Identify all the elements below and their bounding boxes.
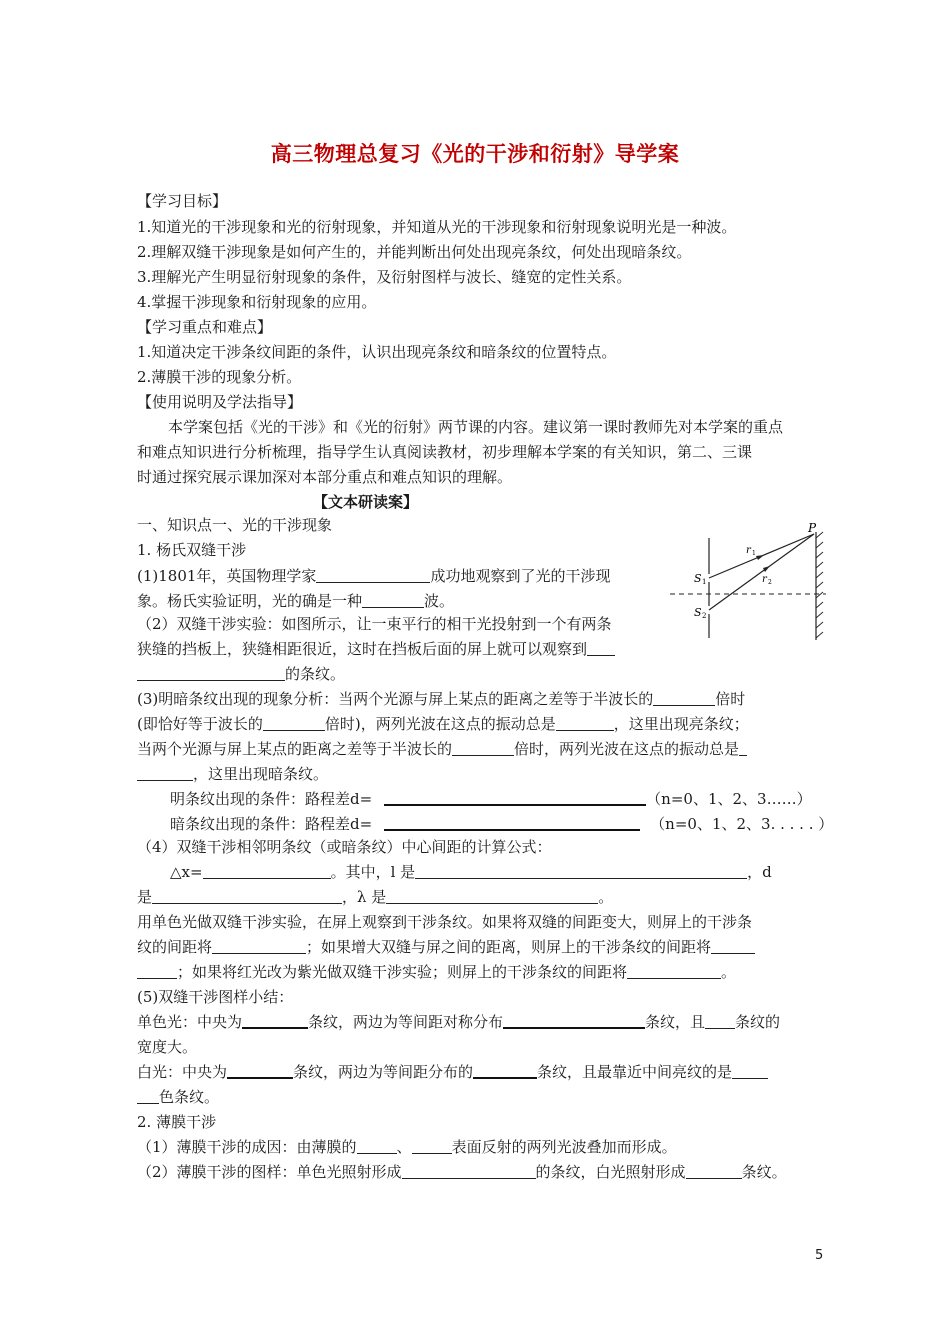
text-line: [137, 1061, 768, 1083]
text: 象。杨氏实验证明，光的确是一种: [137, 592, 363, 610]
text: 倍时，两列光波在这点的振动总是: [514, 740, 740, 758]
text: 。: [721, 963, 737, 981]
text: 条纹，两边为等间距分布的: [293, 1063, 474, 1081]
blank[interactable]: [137, 963, 177, 979]
label-s1-sub: 1: [702, 578, 707, 586]
arrow-r2: [763, 566, 770, 572]
text: (即恰好等于波长的: [137, 715, 263, 733]
text-line: [137, 1161, 787, 1183]
text: （n=0、1、2、3……）: [646, 790, 812, 808]
blank[interactable]: [732, 1063, 768, 1079]
blank[interactable]: [152, 888, 342, 904]
blank[interactable]: [137, 1088, 159, 1104]
text: 倍时: [715, 690, 746, 708]
text: 条纹。: [741, 1163, 787, 1181]
text: 是: [137, 888, 153, 906]
text: 明条纹出现的条件：路程差d=: [170, 790, 373, 808]
text: （2）薄膜干涉的图样：单色光照射形成: [137, 1163, 402, 1181]
blank[interactable]: [227, 1062, 293, 1079]
focus-item: 2.薄膜干涉的现象分析。: [137, 368, 302, 386]
blank[interactable]: [137, 765, 193, 781]
text: (3)明暗条纹出现的现象分析：当两个光源与屏上某点的距离之差等于半波长的: [137, 690, 654, 708]
arrow-r1: [756, 555, 764, 560]
label-s2-sub: 2: [702, 612, 707, 620]
label-s1: S: [694, 572, 702, 585]
label-p: P: [808, 521, 817, 535]
text-line: [137, 738, 747, 760]
text-line: [137, 663, 345, 685]
text: (1)1801年，英国物理学家: [137, 567, 317, 585]
blank[interactable]: [203, 863, 331, 879]
text-line: [170, 861, 772, 883]
text: （n=0、1、2、3. . . . . ）: [650, 815, 834, 833]
blank[interactable]: [263, 715, 325, 731]
text-line: [137, 688, 745, 710]
blank[interactable]: [316, 567, 430, 583]
focus-item: 1.知道决定干涉条纹间距的条件，认识出现亮条纹和暗条纹的位置特点。: [137, 343, 617, 361]
page-number: 5: [815, 1248, 824, 1263]
goals-header: 【学习目标】: [137, 192, 228, 210]
double-slit-diagram: [668, 520, 828, 642]
bright-condition: [170, 788, 812, 810]
page-title: 高三物理总复习《光的干涉和衍射》导学案: [270, 141, 680, 166]
text-line: [137, 763, 328, 785]
blank[interactable]: [384, 814, 640, 831]
text: ，这里出现暗条纹。: [193, 765, 329, 783]
goal-item: 2.理解双缝干涉现象是如何产生的，并能判断出何处出现亮条纹，何处出现暗条纹。: [137, 243, 692, 261]
text: 成功地观察到了光的干涉现: [430, 567, 611, 585]
text-line: [137, 1136, 677, 1158]
blank[interactable]: [386, 888, 598, 904]
text-line: [137, 565, 610, 587]
blank[interactable]: [412, 1138, 452, 1154]
study-header: 【文本研读案】: [313, 493, 419, 511]
subsection-heading: 1. 杨氏双缝干涉: [137, 541, 247, 559]
text-line: [137, 590, 454, 612]
text-line: [137, 936, 755, 958]
blank[interactable]: [503, 1012, 645, 1029]
label-r2: r: [762, 574, 767, 585]
blank[interactable]: [212, 938, 306, 954]
guide-header: 【使用说明及学法指导】: [137, 393, 303, 411]
text: ；如果增大双缝与屏之间的距离，则屏上的干涉条纹的间距将: [306, 938, 712, 956]
text: 。: [598, 888, 614, 906]
text-line: （2）双缝干涉实验：如图所示，让一束平行的相干光投射到一个有两条: [137, 615, 612, 633]
text-line: [137, 638, 615, 660]
text-line: 用单色光做双缝干涉实验，在屏上观察到干涉条纹。如果将双缝的间距变大，则屏上的干涉条: [137, 913, 753, 931]
text: ，这里出现亮条纹；: [613, 715, 749, 733]
guide-text: 本学案包括《光的干涉》和《光的衍射》两节课的内容。建议第一课时教师先对本学案的重点: [168, 418, 784, 436]
text: 条纹的: [735, 1013, 781, 1031]
text: 狭缝的挡板上，狭缝相距很近，这时在挡板后面的屏上就可以观察到: [137, 640, 588, 658]
dark-condition: [170, 813, 833, 835]
label-r2-sub: 2: [768, 579, 772, 586]
text: 白光：中央为: [137, 1063, 228, 1081]
blank[interactable]: [556, 715, 614, 731]
blank[interactable]: [357, 1138, 397, 1154]
text: 条纹，两边为等间距对称分布: [308, 1013, 504, 1031]
blank[interactable]: [137, 665, 285, 681]
focus-header: 【学习重点和难点】: [137, 318, 273, 336]
text-line: 宽度大。: [137, 1038, 198, 1056]
text-line: （4）双缝干涉相邻明条纹（或暗条纹）中心间距的计算公式：: [137, 838, 552, 856]
text-line: [137, 1011, 780, 1033]
guide-text: 时通过探究展示课加深对本部分重点和难点知识的理解。: [137, 468, 513, 486]
screen-hatching: [816, 532, 823, 638]
blank[interactable]: [415, 863, 747, 879]
blank[interactable]: [473, 1062, 537, 1079]
text: 表面反射的两列光波叠加而形成。: [451, 1138, 677, 1156]
blank[interactable]: [705, 1013, 735, 1029]
blank[interactable]: [402, 1163, 536, 1179]
goal-item: 1.知道光的干涉现象和光的衍射现象，并知道从光的干涉现象和衍射现象说明光是一种波。: [137, 218, 737, 236]
text: 。其中，l 是: [330, 863, 416, 881]
text-line: [137, 1086, 219, 1108]
text: ，d: [747, 863, 772, 881]
text: 的条纹。: [285, 665, 346, 683]
text: ，λ 是: [342, 888, 387, 906]
text: 条纹，且最靠近中间亮纹的是: [537, 1063, 733, 1081]
text: （1）薄膜干涉的成因：由薄膜的: [137, 1138, 357, 1156]
text: 波。: [424, 592, 455, 610]
goal-item: 3.理解光产生明显衍射现象的条件，及衍射图样与波长、缝宽的定性关系。: [137, 268, 632, 286]
text-line: [137, 886, 613, 908]
text: 条纹，且: [645, 1013, 706, 1031]
text: 色条纹。: [159, 1088, 220, 1106]
label-r1-sub: 1: [752, 550, 756, 557]
text-line: [137, 713, 749, 735]
blank[interactable]: [452, 740, 514, 756]
goal-item: 4.掌握干涉现象和衍射现象的应用。: [137, 293, 377, 311]
blank[interactable]: [711, 938, 755, 954]
blank[interactable]: [362, 592, 424, 608]
text: 暗条纹出现的条件：路程差d=: [170, 815, 373, 833]
text: △x=: [170, 863, 203, 881]
subsection-heading: 2. 薄膜干涉: [137, 1113, 217, 1131]
text: 单色光：中央为: [137, 1013, 243, 1031]
blank[interactable]: [739, 740, 747, 756]
guide-text: 和难点知识进行分析梳理，指导学生认真阅读教材，初步理解本学案的有关知识，第二、三课: [137, 443, 753, 461]
text: 纹的间距将: [137, 938, 213, 956]
text-line: [137, 961, 736, 983]
text: 当两个光源与屏上某点的距离之差等于半波长的: [137, 740, 453, 758]
text: ；如果将红光改为紫光做双缝干涉实验；则屏上的干涉条纹的间距将: [177, 963, 628, 981]
label-r1: r: [746, 545, 751, 556]
text: 倍时)，两列光波在这点的振动总是: [324, 715, 556, 733]
blank[interactable]: [587, 640, 615, 656]
text: 、: [396, 1138, 412, 1156]
blank[interactable]: [627, 963, 721, 979]
text-line: (5)双缝干涉图样小结：: [137, 988, 294, 1006]
label-s2: S: [694, 606, 702, 619]
blank[interactable]: [686, 1163, 742, 1179]
blank[interactable]: [653, 690, 715, 706]
blank[interactable]: [384, 789, 646, 806]
section-heading: 一、知识点一、光的干涉现象: [137, 516, 333, 534]
blank[interactable]: [242, 1012, 308, 1029]
text: 的条纹，白光照射形成: [535, 1163, 686, 1181]
